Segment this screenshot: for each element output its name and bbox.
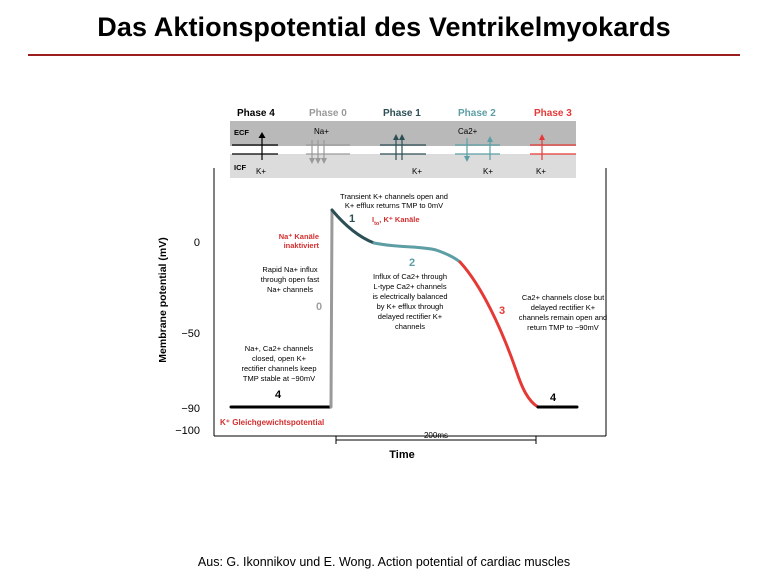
svg-text:delayed rectifier K+: delayed rectifier K+ (377, 312, 443, 321)
phase-number-1: 1 (348, 213, 356, 225)
phase-label-1: Phase 1 (383, 108, 421, 119)
curve-phase2-plateau (374, 243, 460, 262)
ion-label-k-phase4: K+ (256, 167, 267, 176)
phase-number-4-start: 4 (274, 389, 282, 401)
na-influx-arrows-icon (309, 140, 327, 164)
ion-channel-strip (230, 108, 576, 178)
ion-label-ca: Ca2+ (458, 127, 478, 136)
svg-text:return TMP to −90mV: return TMP to −90mV (527, 323, 599, 332)
annotation-phase3 (519, 293, 607, 332)
time-scale-label: 200ms (423, 431, 449, 440)
ion-label-k-phase3: K+ (536, 167, 547, 176)
y-tick-0: 0 (193, 237, 200, 249)
icf-band (230, 154, 576, 178)
curve-phase0-upstroke (331, 210, 332, 407)
svg-text:inaktiviert: inaktiviert (283, 241, 319, 250)
svg-text:through open fast: through open fast (260, 275, 320, 284)
ecf-band (230, 121, 576, 146)
annotation-phase2 (372, 272, 447, 331)
svg-text:channels remain open and: channels remain open and (518, 313, 608, 322)
svg-text:is electrically balanced: is electrically balanced (372, 292, 448, 301)
svg-text:rectifier channels keep: rectifier channels keep (241, 364, 317, 373)
svg-text:Ca2+ channels close but: Ca2+ channels close but (521, 293, 605, 302)
annotation-phase0 (261, 265, 320, 294)
svg-text:delayed rectifier K+: delayed rectifier K+ (530, 303, 596, 312)
annotation-na-inactive (279, 232, 320, 250)
ion-label-k-phase2: K+ (483, 167, 494, 176)
phase-number-4-end: 4 (549, 392, 557, 404)
ito-channel-label: $I_{to}$, K⁺ Kanäle (372, 215, 420, 227)
phase-label-0: Phase 0 (309, 108, 347, 119)
phase-label-2: Phase 2 (458, 108, 496, 119)
ecf-label: ECF (234, 128, 249, 137)
curve-phase3-repol (460, 262, 538, 407)
svg-text:by K+ efflux through: by K+ efflux through (376, 302, 444, 311)
svg-text:Na⁺ Kanäle: Na⁺ Kanäle (278, 232, 319, 241)
phase-number-2: 2 (408, 257, 416, 269)
y-tick-minus100: −100 (175, 425, 200, 437)
svg-text:K+ efflux returns TMP to 0mV: K+ efflux returns TMP to 0mV (344, 201, 444, 210)
phase-label-3: Phase 3 (534, 108, 572, 119)
x-axis-label: Time (389, 449, 415, 461)
y-tick-minus50: −50 (181, 328, 200, 340)
svg-text:closed, open K+: closed, open K+ (252, 354, 306, 363)
svg-text:L-type Ca2+ channels: L-type Ca2+ channels (373, 282, 447, 291)
y-tick-minus90: −90 (181, 403, 200, 415)
page-title: Das Aktionspotential des Ventrikelmyokards (97, 12, 671, 42)
k-equilibrium-label: K⁺ Gleichgewichtspotential (220, 418, 325, 427)
annotation-phase1 (340, 192, 448, 210)
svg-text:Transient K+ channels open and: Transient K+ channels open and (340, 192, 448, 201)
membrane-gap (230, 146, 576, 154)
phase-number-3: 3 (498, 305, 506, 317)
svg-text:channels: channels (394, 322, 426, 331)
svg-text:Rapid Na+ influx: Rapid Na+ influx (262, 265, 318, 274)
y-axis-label: Membrane potential (mV) (157, 237, 169, 363)
svg-text:Influx of Ca2+ through: Influx of Ca2+ through (372, 272, 448, 281)
ion-label-k-phase1: K+ (412, 167, 423, 176)
svg-text:Na+ channels: Na+ channels (266, 285, 314, 294)
icf-label: ICF (234, 163, 247, 172)
source-citation: Aus: G. Ikonnikov und E. Wong. Action potential of cardiac muscles (197, 555, 571, 569)
phase-label-4: Phase 4 (237, 108, 275, 119)
ion-label-na: Na+ (314, 127, 329, 136)
phase-number-0: 0 (315, 301, 323, 313)
svg-text:TMP stable at −90mV: TMP stable at −90mV (242, 374, 316, 383)
svg-text:Na+, Ca2+ channels: Na+, Ca2+ channels (244, 344, 314, 353)
annotation-phase4 (241, 344, 316, 383)
